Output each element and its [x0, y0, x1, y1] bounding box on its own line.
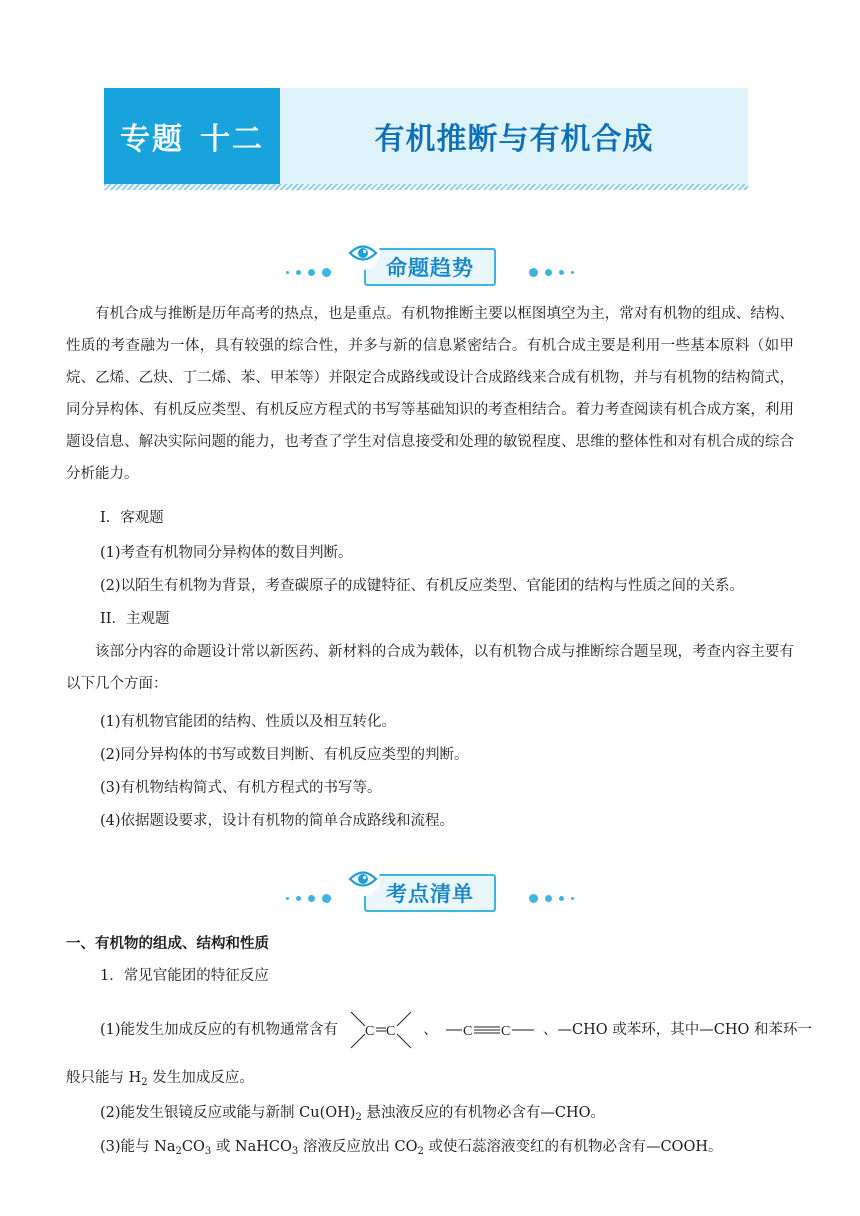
section-header-trend	[260, 236, 600, 292]
topic-banner	[104, 88, 748, 186]
item1-cont-a: 般只能与 H	[66, 1070, 142, 1086]
alkyne-c1: C	[463, 1024, 473, 1039]
item3-line	[100, 1137, 722, 1157]
item3-e: 或使石蕊溶液变红的有机物必含有—COOH。	[423, 1139, 723, 1155]
part1-title: I．客观题	[100, 510, 164, 526]
item1-line	[100, 1010, 812, 1038]
alkene-c2: C	[385, 1024, 395, 1039]
item3-b: CO	[181, 1139, 205, 1155]
eye-icon	[346, 236, 380, 270]
part2-item-4: (4)依据题设要求，设计有机物的简单合成路线和流程。	[100, 813, 455, 829]
alkyne-structure-icon	[444, 1018, 536, 1042]
part2-intro: 该部分内容的命题设计常以新医药、新材料的合成为载体，以有机物合成与推断综合题呈现，考查内容主要有以下几个方面：	[66, 644, 794, 692]
item3-d: 溶液反应放出 CO	[298, 1139, 418, 1155]
item2-sub: 2	[355, 1112, 362, 1123]
item3-sub3: 3	[291, 1146, 299, 1157]
item3-sub1: 2	[175, 1146, 182, 1157]
item3-sub2: 3	[204, 1146, 212, 1157]
item2-a: (2)能发生银镜反应或能与新制 Cu(OH)	[100, 1105, 356, 1121]
banner-stripe	[104, 184, 748, 190]
part2-item-3: (3)有机物结构简式、有机方程式的书写等。	[100, 780, 382, 796]
banner-number: 十二	[200, 122, 264, 157]
banner-title: 有机推断与有机合成	[374, 122, 654, 157]
part1-item-1: (1)考查有机物同分异构体的数目判断。	[100, 545, 353, 561]
item3-c: 或 NaHCO	[211, 1139, 292, 1155]
alkene-structure-icon	[347, 1010, 415, 1050]
item1-mid: 、—CHO 或苯环，其中—CHO 和苯环一	[542, 1022, 812, 1038]
alkene-c1: C	[364, 1024, 374, 1039]
alkyne-c2: C	[501, 1024, 511, 1039]
section-title-trend: 命题趋势	[364, 248, 496, 286]
section2-heading: 一、有机物的组成、结构和性质	[66, 936, 269, 952]
part2-item-1: (1)有机物官能团的结构、性质以及相互转化。	[100, 714, 397, 730]
section2-subheading: 1．常见官能团的特征反应	[100, 968, 269, 984]
dots-right	[529, 268, 574, 277]
item1-cont-b: 发生加成反应。	[147, 1070, 254, 1086]
dots-right	[529, 894, 574, 903]
intro-paragraph: 有机合成与推断是历年高考的热点，也是重点。有机物推断主要以框图填空为主，常对有机物的组成、结构、性质的考查融为一体，具有较强的综合性，并多与新的信息紧密结合。有机合成主要是利用一些基本原料（如甲烷、乙烯、乙炔、丁二烯、苯、甲苯等）并限定合成路线或设计合成路线来合成有机物，并与有机物的结构简式，同分异构体、有机反应类型、有机反应方程式的书写等基础知识的考查相结合。着力考查阅读有机合成方案，利用题设信息、解决实际问题的能力，也考查了学生对信息接受和处理的敏锐程度、思维的整体性和对有机合成的综合分析能力。	[66, 306, 794, 482]
item2-line	[100, 1103, 605, 1123]
banner-label: 专题	[120, 122, 184, 157]
item1-start: (1)能发生加成反应的有机物通常含有	[100, 1022, 339, 1038]
item3-sub4: 2	[417, 1146, 424, 1157]
banner-topic-label	[104, 88, 280, 184]
item1-cont-sub: 2	[141, 1077, 148, 1088]
item1-sep: 、	[423, 1022, 438, 1038]
item3-a: (3)能与 Na	[100, 1139, 176, 1155]
eye-icon	[346, 862, 380, 896]
part2-item-2: (2)同分异构体的书写或数目判断、有机反应类型的判断。	[100, 747, 469, 763]
dots-left	[286, 894, 331, 903]
item2-b: 悬浊液反应的有机物必含有—CHO。	[361, 1105, 606, 1121]
section-header-checklist	[260, 862, 600, 918]
part1-item-2: (2)以陌生有机物为背景，考查碳原子的成键特征、有机反应类型、官能团的结构与性质之间的关系。	[100, 578, 745, 594]
item1-continued	[66, 1068, 254, 1088]
part2-title: II．主观题	[100, 611, 170, 627]
section-title-checklist: 考点清单	[364, 874, 496, 912]
dots-left	[286, 268, 331, 277]
